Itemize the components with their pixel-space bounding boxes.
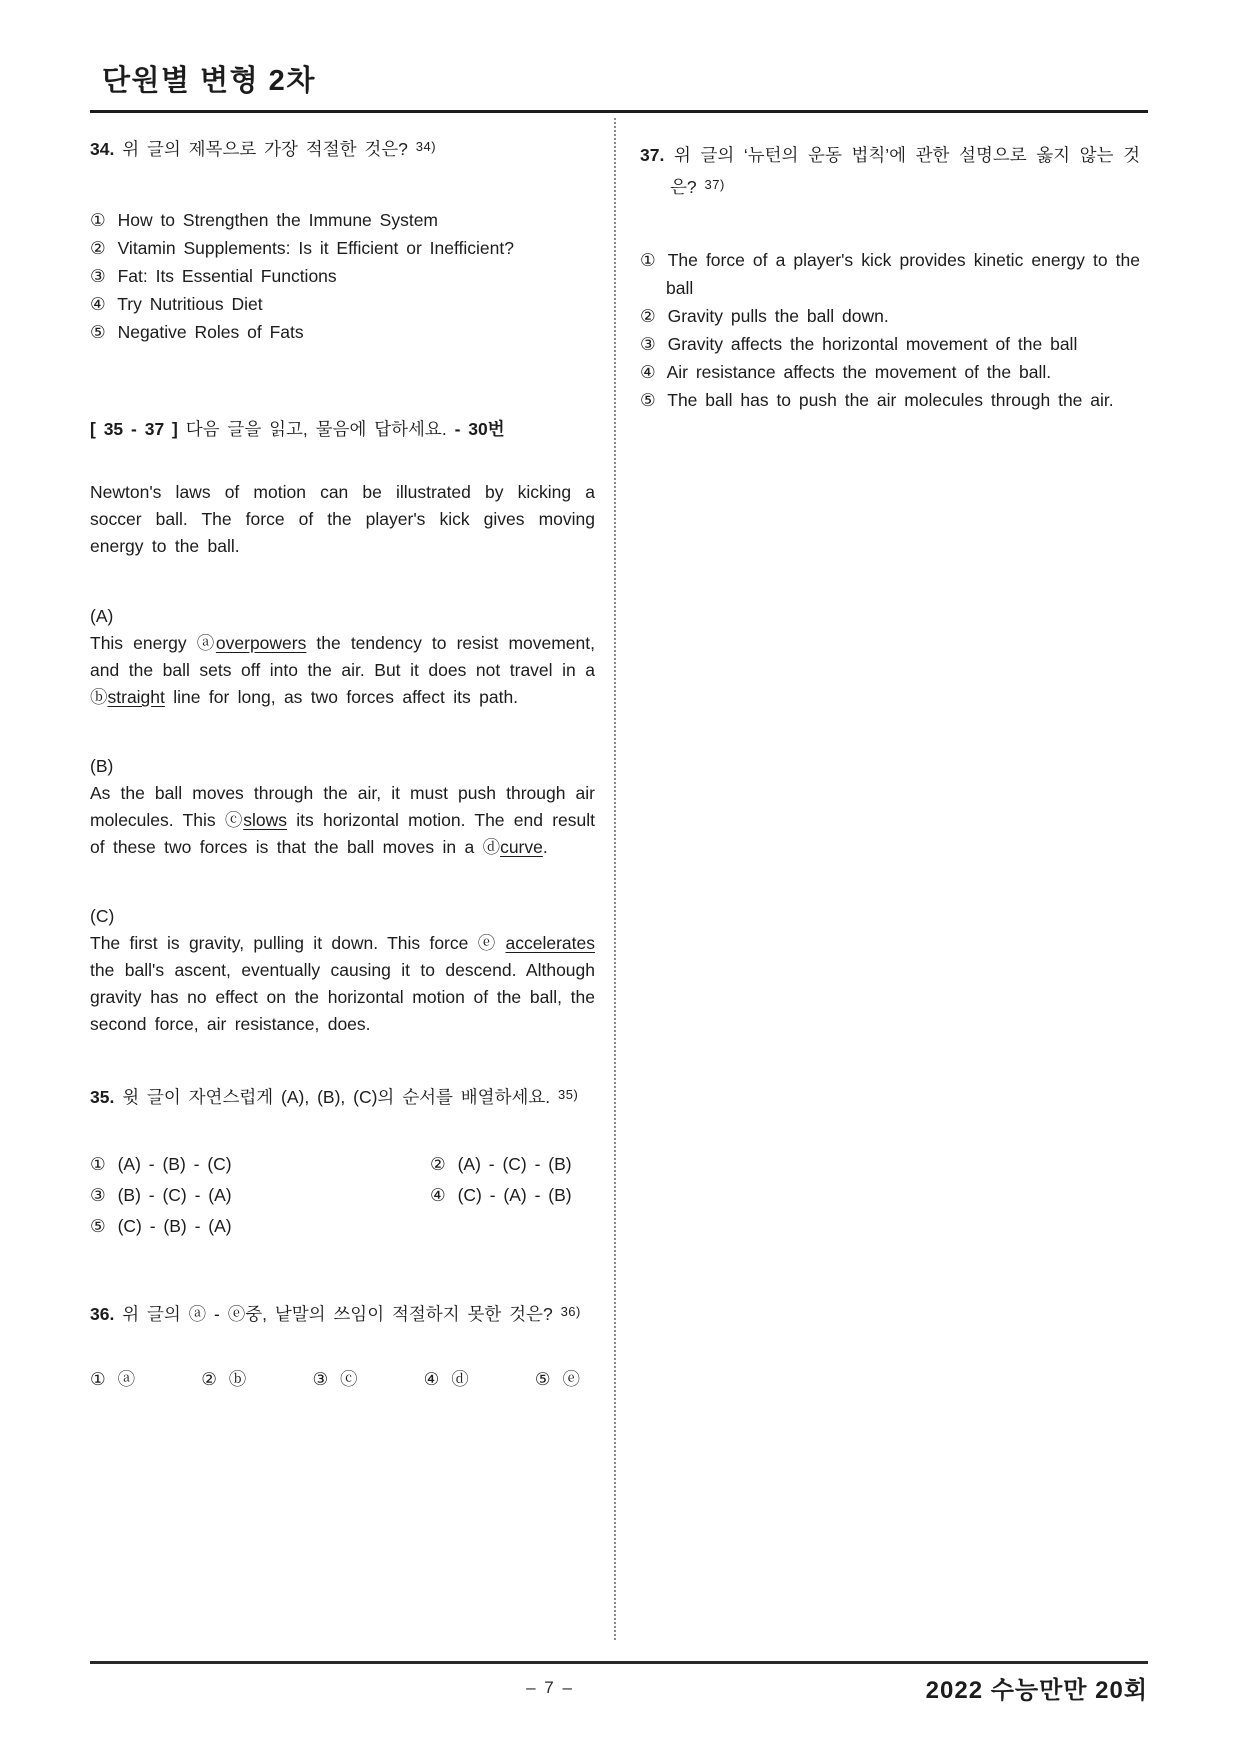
footnote-ref: 34): [415, 139, 437, 154]
footer-rule: [90, 1661, 1148, 1664]
option-row: [90, 262, 595, 290]
question-number: 37.: [640, 145, 665, 165]
option-label: Try Nutritious Diet: [117, 294, 263, 314]
option-row: [90, 1212, 430, 1241]
question-37-options: [640, 246, 1140, 414]
option-row: [90, 1365, 135, 1393]
option-row: [535, 1365, 580, 1393]
header-rule: [90, 110, 1148, 113]
section-text: As the ball moves through the air, it must push through air molecules. This ⓒslows its horizontal motion. The end result of these two forces is that the ball moves in a ⓓcurve.: [90, 783, 595, 857]
option-label: How to Strengthen the Immune System: [117, 210, 438, 230]
option-row: [430, 1150, 595, 1179]
option-row: [640, 302, 1140, 330]
question-text: 위 글의 ⓐ - ⓔ중, 낱말의 쓰임이 적절하지 못한 것은?: [122, 1304, 553, 1324]
section-text: The first is gravity, pulling it down. This force ⓔ accelerates the ball's ascent, eventually causing it to descend. Although gravity has no effect on the horizontal motion of the ball, the second force, air resistance, does.: [90, 933, 595, 1034]
option-row: [640, 386, 1140, 414]
footnote-ref: 37): [704, 177, 725, 192]
option-label: The ball has to push the air molecules through the air.: [667, 390, 1114, 410]
question-text: 위 글의 제목으로 가장 적절한 것은?: [122, 139, 408, 159]
passage-instruction-text: 다음 글을 읽고, 물음에 답하세요.: [185, 419, 447, 439]
option-label: (A) - (B) - (C): [117, 1154, 232, 1174]
option-row: [90, 318, 595, 346]
edition-label: 2022 수능만만 20회: [925, 1677, 1148, 1704]
passage-range: [ 35 - 37 ]: [90, 419, 178, 439]
passage-intro: Newton's laws of motion can be illustrated by kicking a soccer ball. The force of the player's kick gives moving energy to the ball.: [90, 482, 595, 556]
option-label: ⓑ: [228, 1369, 247, 1389]
option-label: ⓐ: [117, 1369, 136, 1389]
option-row: [201, 1365, 246, 1393]
option-row: [640, 330, 1140, 358]
option-marker: ⑤: [534, 1369, 551, 1389]
option-row: [90, 290, 595, 318]
question-text: 위 글의 ‘뉴턴의 운동 법칙’에 관한 설명으로 옳지 않는 것은?: [670, 145, 1140, 197]
option-row: [424, 1365, 469, 1393]
option-row: [640, 358, 1140, 386]
question-34-options: [90, 206, 595, 346]
option-marker: ⑤: [90, 1216, 106, 1236]
question-35-options: [90, 1150, 595, 1241]
option-label: ⓒ: [340, 1369, 358, 1389]
column-divider: [614, 118, 616, 1640]
footnote-ref: 35): [558, 1087, 579, 1102]
option-marker: ①: [90, 210, 106, 230]
option-marker: ②: [430, 1154, 446, 1174]
option-label: (C) - (A) - (B): [457, 1185, 572, 1205]
section-label: (B): [90, 756, 114, 776]
option-row: [90, 1150, 430, 1179]
option-marker: ⑤: [90, 322, 106, 342]
option-label: (B) - (C) - (A): [117, 1185, 232, 1205]
option-marker: ④: [423, 1369, 440, 1389]
option-row: [90, 1181, 430, 1210]
section-label: (C): [90, 906, 115, 926]
option-marker: ③: [90, 1185, 106, 1205]
option-marker: ④: [640, 362, 656, 382]
option-marker: ②: [90, 238, 106, 258]
option-label: Vitamin Supplements: Is it Efficient or Inefficient?: [117, 238, 514, 258]
option-label: The force of a player's kick provides kinetic energy to the ball: [666, 250, 1140, 298]
question-37: [640, 140, 1140, 202]
option-label: (A) - (C) - (B): [457, 1154, 572, 1174]
section-label: (A): [90, 606, 114, 626]
page-title: 단원별 변형 2차: [102, 65, 316, 97]
question-number: 35.: [90, 1087, 115, 1107]
option-label: Gravity affects the horizontal movement of the ball: [667, 334, 1078, 354]
option-row: [430, 1181, 595, 1210]
passage-section-a: [90, 603, 595, 711]
option-marker: ④: [90, 294, 106, 314]
question-35: [90, 1080, 595, 1112]
question-number: 36.: [90, 1304, 115, 1324]
section-text: This energy ⓐoverpowers the tendency to resist movement, and the ball sets off into the air. But it does not travel in a ⓑstraight line for long, as two forces affect its path.: [90, 633, 595, 707]
option-label: Gravity pulls the ball down.: [667, 306, 889, 326]
passage-source-ref: - 30번: [454, 419, 505, 439]
question-36: [90, 1297, 595, 1329]
passage-section-c: [90, 903, 595, 1038]
passage-instruction: [90, 416, 595, 443]
option-marker: ③: [90, 266, 106, 286]
option-marker: ①: [90, 1369, 106, 1389]
left-column: [90, 133, 595, 1393]
question-36-options: [90, 1365, 580, 1393]
option-marker: ②: [640, 306, 656, 326]
option-label: Negative Roles of Fats: [117, 322, 304, 342]
option-row: [312, 1365, 357, 1393]
footnote-ref: 36): [560, 1304, 581, 1319]
option-label: ⓔ: [562, 1369, 580, 1389]
option-label: (C) - (B) - (A): [117, 1216, 232, 1236]
question-number: 34.: [90, 139, 115, 159]
option-row: [90, 206, 595, 234]
option-row: [640, 246, 1140, 302]
right-column: [640, 140, 1140, 414]
option-marker: ①: [640, 250, 656, 270]
option-label: Fat: Its Essential Functions: [117, 266, 337, 286]
option-row: [90, 234, 595, 262]
option-marker: ③: [640, 334, 656, 354]
option-marker: ③: [312, 1369, 329, 1389]
option-marker: ②: [201, 1369, 217, 1389]
question-text: 윗 글이 자연스럽게 (A), (B), (C)의 순서를 배열하세요.: [122, 1087, 551, 1107]
question-34: [90, 133, 595, 163]
option-marker: ⑤: [640, 390, 656, 410]
page-number: – 7 –: [526, 1678, 574, 1697]
option-marker: ①: [90, 1154, 106, 1174]
option-label: ⓓ: [451, 1369, 469, 1389]
option-label: Air resistance affects the movement of the ball.: [666, 362, 1052, 382]
passage-section-b: [90, 753, 595, 861]
option-marker: ④: [430, 1185, 446, 1205]
